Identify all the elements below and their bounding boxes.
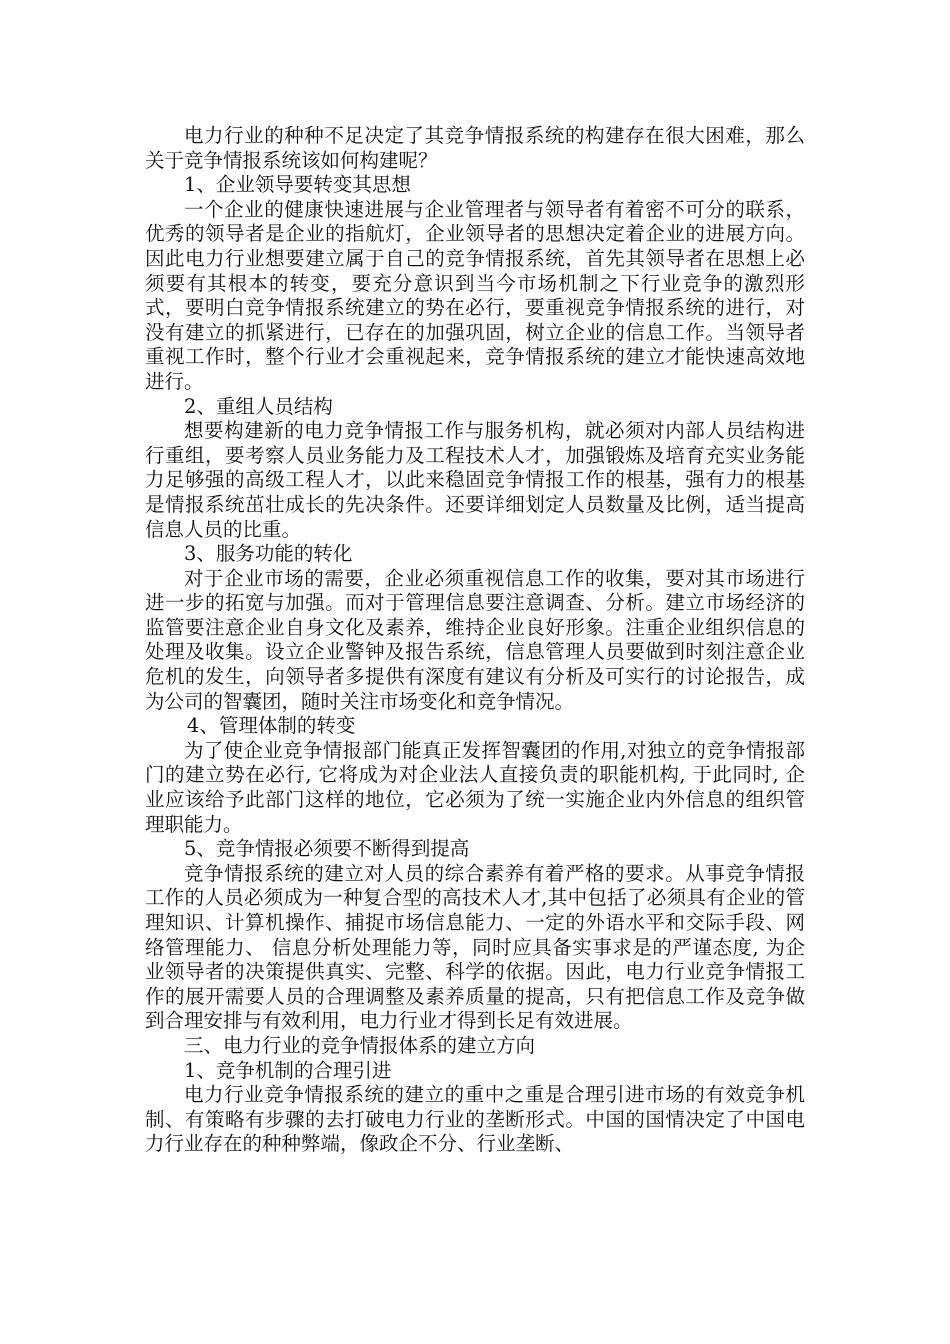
section-heading-leader-thinking: 1、企业领导要转变其思想 — [184, 173, 411, 197]
management-system-paragraph: 为了使企业竞争情报部门能真正发挥智囊团的作用,对独立的竞争情报部门的建立势在必行, 它将成为对企业法人直接负责的职能机构, 于此同时, 企业应该给予此部门这样的地位，它必须为了统一实施企业内外信息的组织管理职能力。 — [145, 738, 805, 836]
section-heading-management-system: 4、管理体制的转变 — [186, 714, 356, 738]
intro-paragraph: 电力行业的种种不足决定了其竞争情报系统的构建存在很大困难，那么关于竞争情报系统该如何构建呢？ — [145, 124, 805, 172]
leader-thinking-paragraph: 一个企业的健康快速进展与企业管理者与领导者有着密不可分的联系，优秀的领导者是企业的指航灯，企业领导者的思想决定着企业的进展方向。因此电力行业想要建立属于自己的竞争情报系统，首先其领导者在思想上必须要有其根本的转变，要充分意识到当今市场机制之下行业竞争的激烈形式，要明白竞争情报系统建立的势在必行，要重视竞争情报系统的进行，对没有建立的抓紧进行，已存在的加强巩固，树立企业的信息工作。当领导者重视工作时，整个行业才会重视起来，竞争情报系统的建立才能快速高效地进行。 — [145, 197, 805, 393]
section-heading-restructure-staff: 2、重组人员结构 — [184, 394, 333, 418]
section-heading-improve-intelligence: 5、竞争情报必须要不断得到提高 — [184, 837, 470, 861]
section-heading-competition-mechanism: 1、竞争机制的合理引进 — [184, 1058, 392, 1082]
section-heading-service-function: 3、服务功能的转化 — [184, 542, 353, 566]
improve-intelligence-paragraph: 竞争情报系统的建立对人员的综合素养有着严格的要求。从事竞争情报工作的人员必须成为一种复合型的高技术人才,其中包括了必须具有企业的管理知识、计算机操作、捕捉市场信息能力、一定的外语水平和交际手段、网络管理能力、 信息分析处理能力等，同时应具备实事求是的严谨态度, 为企业领导者的决策提供真实、完整、科学的依据。因此，电力行业竞争情报工作的展开需要人员的合理调整及素养质量的提高，只有把信息工作及竞争做到合理安排与有效利用，电力行业才得到长足有效进展。 — [145, 861, 805, 1033]
service-function-paragraph: 对于企业市场的需要，企业必须重视信息工作的收集，要对其市场进行进一步的拓宽与加强。而对于管理信息要注意调查、分析。建立市场经济的监管要注意企业自身文化及素养，维持企业良好形象。注重企业组织信息的处理及收集。设立企业警钟及报告系统，信息管理人员要做到时刻注意企业危机的发生，向领导者多提供有深度有建议有分析及可实行的讨论报告，成为公司的智囊团，随时关注市场变化和竞争情况。 — [145, 566, 805, 713]
chapter-heading-direction: 三、电力行业的竞争情报体系的建立方向 — [184, 1033, 536, 1057]
competition-mechanism-paragraph: 电力行业竞争情报系统的建立的重中之重是合理引进市场的有效竞争机制、有策略有步骤的去打破电力行业的垄断形式。中国的国情决定了中国电力行业存在的种种弊端，像政企不分、行业垄断、 — [145, 1083, 805, 1156]
restructure-staff-paragraph: 想要构建新的电力竞争情报工作与服务机构，就必须对内部人员结构进行重组，要考察人员业务能力及工程技术人才，加强锻炼及培育充实业务能力足够强的高级工程人才，以此来稳固竞争情报工作的根基，强有力的根基是情报系统茁壮成长的先决条件。还要详细划定人员数量及比例，适当提高信息人员的比重。 — [145, 419, 805, 541]
document-body — [145, 124, 805, 1157]
